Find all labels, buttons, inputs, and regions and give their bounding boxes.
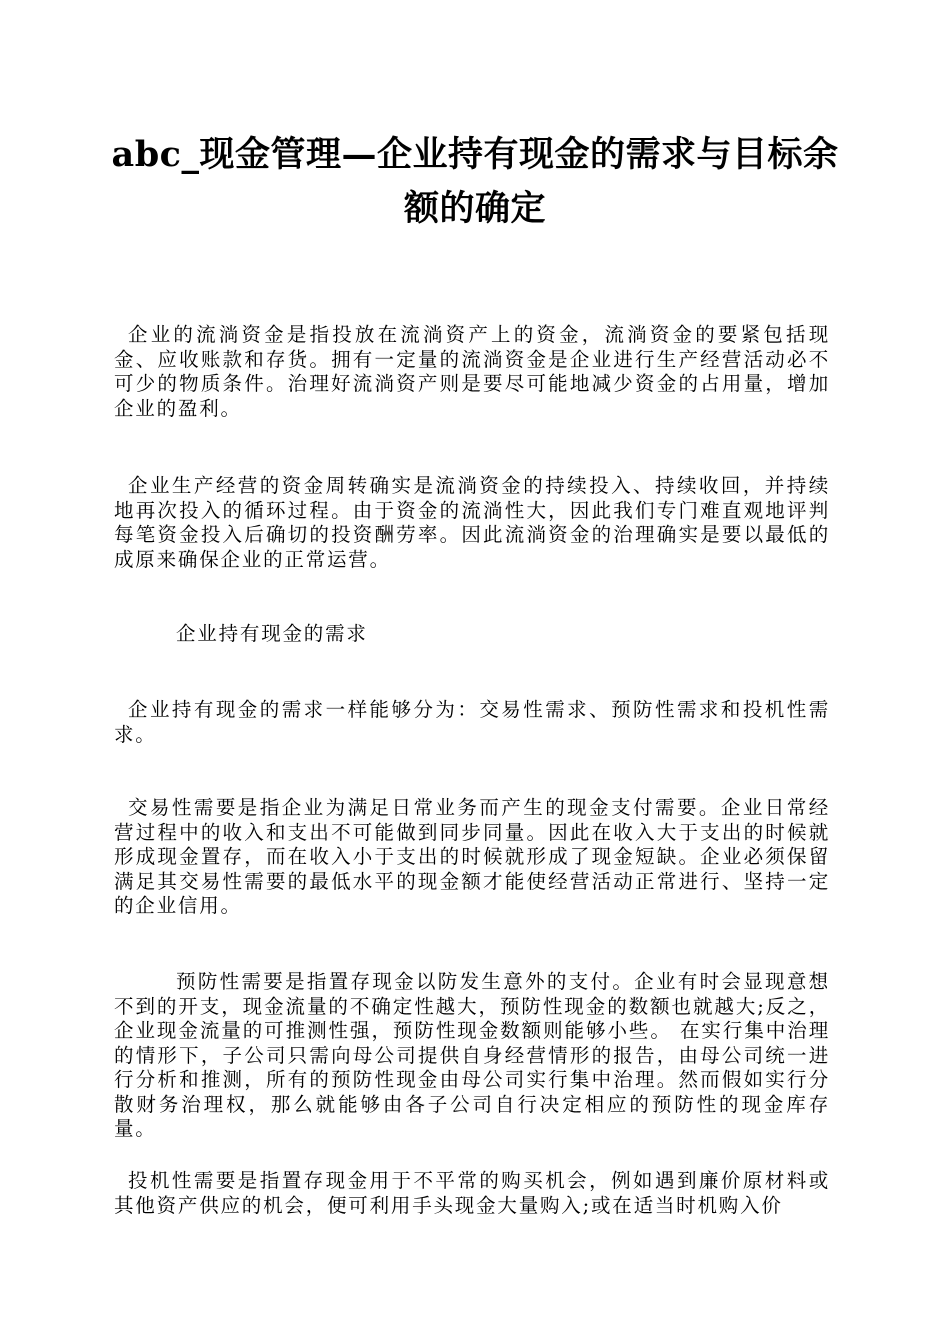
paragraph-capital-turnover: 企业生产经营的资金周转确实是流淌资金的持续投入、持续收回，并持续地再次投入的循环过程。由于资金的流淌性大，因此我们专门难直观地评判每笔资金投入后确切的投资酬劳率。因此流淌资金的治理确实是要以最低的成原来确保企业的正常运营。 [114,474,830,571]
paragraph-current-funds: 企业的流淌资金是指投放在流淌资产上的资金，流淌资金的要紧包括现金、应收账款和存货。拥有一定量的流淌资金是企业进行生产经营活动必不可少的物质条件。治理好流淌资产则是要尽可能地减少资金的占用量，增加企业的盈利。 [114,323,830,420]
document-title: abc_现金管理—企业持有现金的需求与目标余额的确定 [111,134,839,229]
section-heading-cash-demand: 企业持有现金的需求 [176,622,368,645]
paragraph-demand-types: 企业持有现金的需求一样能够分为：交易性需求、预防性需求和投机性需求。 [114,698,830,746]
paragraph-precautionary-demand: 预防性需要是指置存现金以防发生意外的支付。企业有时会显现意想不到的开支，现金流量的不确定性越大，预防性现金的数额也就越大;反之，企业现金流量的可推测性强，预防性现金数额则能够小些。 在实行集中治理的情形下，子公司只需向母公司提供自身经营情形的报告，由母公司统一进行分析和推测，所有的预防性现金由母公司实行集中治理。然而假如实行分散财务治理权，那么就能够由各子公司自行决定相应的预防性的现金库存量。 [114,970,830,1140]
paragraph-speculative-demand: 投机性需要是指置存现金用于不平常的购买机会，例如遇到廉价原材料或其他资产供应的机会，便可利用手头现金大量购入;或在适当时机购入价 [114,1169,830,1217]
paragraph-transaction-demand: 交易性需要是指企业为满足日常业务而产生的现金支付需要。企业日常经营过程中的收入和支出不可能做到同步同量。因此在收入大于支出的时候就形成现金置存，而在收入小于支出的时候就形成了现金短缺。企业必须保留满足其交易性需要的最低水平的现金额才能使经营活动正常进行、坚持一定的企业信用。 [114,796,830,917]
